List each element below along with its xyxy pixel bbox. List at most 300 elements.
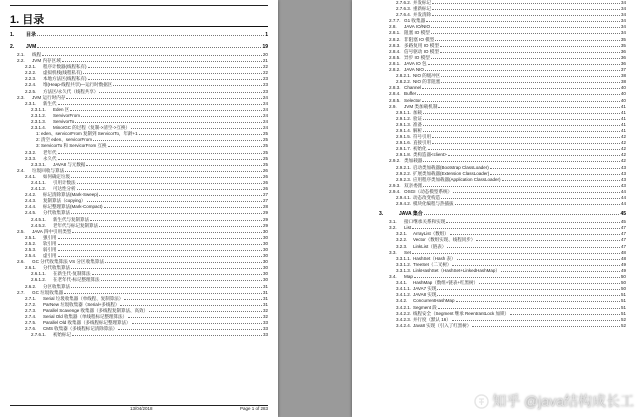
- toc-entry-page: 23: [262, 76, 268, 82]
- toc-entry-page: 34: [620, 24, 626, 30]
- toc-leader-dots: [502, 177, 620, 181]
- toc-entry-title: LinkHashSet（HashSet+LinkedHashMap）: [413, 267, 500, 273]
- toc-entry-page: 20: [262, 52, 268, 57]
- toc-entry-number: 2.3.: [17, 94, 25, 100]
- toc-entry-title: 异步 IO 模型: [404, 54, 430, 60]
- toc-entry-title: Segment 段: [413, 304, 437, 310]
- toc-entry-page: 40: [620, 97, 626, 103]
- toc-entry-page: 25: [262, 161, 268, 167]
- toc-entry-page: 51: [620, 304, 626, 310]
- toc-entry-page: 35: [620, 42, 626, 48]
- toc-leader-dots: [423, 110, 620, 114]
- toc-leader-dots: [447, 244, 620, 248]
- toc-entry-number: 2.4.1.: [25, 173, 37, 179]
- toc-leader-dots: [479, 280, 620, 284]
- toc-entry-number: 2.8.4.: [389, 48, 401, 54]
- toc-entry-page: 37: [620, 67, 626, 73]
- toc-leader-dots: [128, 314, 262, 318]
- toc-entry-title: 重新标记: [413, 6, 431, 12]
- toc-entry-title: 符号引用: [413, 134, 431, 140]
- toc-entry-number: 2.7.3.: [25, 307, 37, 313]
- toc-entry-number: 3.3.: [389, 249, 397, 255]
- toc-entry-title: 阻塞 IO 模型: [404, 30, 430, 36]
- toc-entry-page: 29: [262, 210, 268, 216]
- toc-entry-number: 2.8.3.: [389, 42, 401, 48]
- toc-leader-dots: [71, 284, 262, 288]
- toc-entry-number: 2.7.6.: [25, 326, 37, 332]
- toc-leader-dots: [432, 0, 620, 4]
- toc-entry-page: 44: [620, 195, 626, 200]
- toc-entry-title: Map: [404, 274, 413, 280]
- toc-entry-title: LinkList（链表）: [413, 243, 447, 249]
- toc-entry-title: 如何确定垃圾: [43, 173, 70, 179]
- toc-entry-number: 2.3.1.4.: [31, 125, 47, 131]
- toc-entry-page: 30: [262, 271, 268, 277]
- toc-entry-title: 堆(Heap-线程共享)—运行时数据区: [43, 82, 113, 88]
- toc-leader-dots: [132, 320, 262, 324]
- toc-entry-page: 21: [262, 58, 268, 64]
- toc-entry-title: 类加载器: [404, 158, 423, 164]
- toc-entry-title: Java8 实现（引入了红黑树）: [413, 322, 472, 328]
- toc-entry-number: 2.9.1.2.: [396, 115, 412, 121]
- toc-entry-title: 接口继承关系和实现: [404, 219, 446, 225]
- toc-entry-title: ServivorTo: [53, 119, 75, 125]
- toc-entry-number: 2.9.1.8.: [396, 152, 412, 158]
- toc-entry-number: 2.8.3.: [389, 85, 401, 91]
- toc-entry[interactable]: [352, 210, 640, 219]
- toc-entry-number: 2.4.5.2.: [31, 222, 47, 228]
- toc-entry-page: 50: [620, 286, 626, 292]
- toc-leader-dots: [149, 308, 262, 312]
- toc-entry-number: 2.8.: [389, 24, 397, 30]
- toc-entry-page: 36: [620, 48, 626, 54]
- toc-entry-number: 2.7.6.2.: [396, 0, 412, 5]
- toc-leader-dots: [104, 204, 262, 208]
- toc-entry-title: Set: [404, 249, 411, 255]
- toc-leader-dots: [441, 195, 620, 199]
- toc-leader-dots: [455, 201, 620, 205]
- toc-entry-page: 25: [262, 155, 268, 161]
- toc-entry-page: 33: [262, 326, 268, 332]
- toc-entry-title: JAVA IO 包: [404, 60, 427, 66]
- toc-entry-title: CMS 收集器（多线程标记清除算法）: [43, 326, 118, 332]
- toc-title: 1. 目录: [10, 14, 45, 26]
- toc-leader-dots: [440, 43, 620, 47]
- toc-entry-page: 30: [262, 259, 268, 265]
- toc-entry-page: 45: [620, 211, 626, 218]
- toc-entry-number: 2.9.4.2.: [396, 201, 412, 207]
- toc-entry-number: 2.7.6.1.: [31, 332, 47, 338]
- toc-entry-title: 永久代: [43, 155, 57, 161]
- toc-entry-title: 非阻塞 IO 模型: [404, 36, 435, 42]
- toc-entry-number: 3.3.1.2.: [396, 261, 412, 267]
- toc-entry-title: Vector（数组实现、线程同步）: [413, 237, 476, 243]
- toc-entry-number: 2.4.1.1.: [31, 179, 47, 185]
- toc-entry-title: 解析: [413, 127, 422, 133]
- toc-entry-page: 47: [620, 237, 626, 243]
- toc-entry-page: 42: [620, 152, 626, 158]
- toc-leader-dots: [501, 268, 620, 272]
- toc-entry-page: 24: [262, 100, 268, 106]
- toc-entry[interactable]: [0, 43, 278, 52]
- toc-entry-title: 初始化: [413, 146, 427, 152]
- toc-leader-dots: [490, 165, 620, 169]
- toc-entry-page: 41: [620, 121, 626, 127]
- toc-leader-dots: [426, 18, 620, 22]
- toc-entry-title: 标记整理算法(Mark-Compact): [43, 204, 103, 210]
- toc-entry-page: 43: [620, 182, 626, 188]
- zhihu-logo-icon: [474, 394, 489, 409]
- toc-entry-title: JVM 类加载机制: [404, 103, 438, 109]
- toc-entry-title: 扩展类加载器(Extension ClassLoader): [413, 170, 490, 176]
- toc-leader-dots: [72, 229, 261, 233]
- toc-entry-page: 42: [620, 140, 626, 146]
- toc-leader-dots: [428, 146, 620, 150]
- toc-list-right: [352, 0, 640, 329]
- toc-entry-title: 垃圾回收与算法: [32, 167, 65, 173]
- toc-entry-page: 34: [620, 12, 626, 18]
- document-page-left: [0, 0, 278, 417]
- toc-leader-dots: [58, 241, 262, 245]
- toc-leader-dots: [58, 247, 262, 251]
- toc-entry-number: 2.5.1.: [25, 234, 37, 240]
- toc-entry-page: 26: [262, 173, 268, 179]
- toc-leader-dots: [88, 64, 262, 68]
- toc-entry-title: 虚拟机栈(线程私有): [43, 70, 82, 76]
- toc-leader-dots: [437, 292, 620, 296]
- toc-entry-page: 40: [620, 85, 626, 91]
- toc-entry[interactable]: [0, 332, 278, 338]
- toc-leader-dots: [452, 262, 620, 266]
- toc-entry-title: eden、servicorFrom 复制到 ServicorTo，年龄+1: [41, 131, 138, 137]
- toc-entry-title: 可达性分析: [53, 186, 76, 192]
- toc-entry-page: 29: [262, 216, 268, 222]
- toc-entry-title: MinorGC 的过程（复制->清空->互换）: [53, 125, 131, 131]
- toc-entry-page: 44: [620, 188, 626, 194]
- toc-entry-number: 2.3.1.2.: [31, 112, 47, 118]
- toc-leader-dots: [108, 143, 262, 147]
- toc-entry-number: 2.9.1.1.: [396, 109, 412, 115]
- toc-entry-number: 2.3.1.: [25, 100, 37, 106]
- toc-entry-title: JAVA NIO: [404, 67, 424, 73]
- toc-leader-dots: [425, 67, 620, 71]
- toc-entry-page: 22: [262, 70, 268, 76]
- toc-entry-page: 31: [262, 289, 268, 295]
- toc-leader-dots: [72, 332, 262, 336]
- toc-entry-title: 线程: [32, 52, 42, 57]
- toc-leader-dots: [423, 128, 620, 132]
- toc-entry-number: 2.9.1.6.: [396, 140, 412, 146]
- toc-entry-number: 2.3.3.: [25, 155, 37, 161]
- toc-entry-title: ConcurrentHashMap: [413, 298, 455, 304]
- toc-entry-page: 41: [620, 103, 626, 109]
- toc-entry-page: 24: [262, 112, 268, 118]
- toc-leader-dots: [450, 231, 620, 235]
- toc-leader-dots: [83, 70, 262, 74]
- toc-leader-dots: [432, 140, 620, 144]
- toc-entry-page: 36: [620, 60, 626, 66]
- toc-entry-number: 3.4.2.3.: [396, 316, 412, 322]
- toc-entry-page: 43: [620, 170, 626, 176]
- toc-entry-page: 23: [262, 88, 268, 94]
- toc-leader-dots: [424, 211, 620, 215]
- toc-leader-dots: [99, 192, 262, 196]
- toc-entry-number: 3.4.1.1.: [396, 286, 412, 292]
- toc-entry-number: 2.9.: [389, 103, 397, 109]
- toc-leader-dots: [101, 277, 262, 281]
- toc-entry-page: 41: [620, 127, 626, 133]
- toc-leader-dots: [472, 323, 620, 327]
- toc-entry-page: 26: [262, 179, 268, 185]
- toc-entry-page: 24: [262, 106, 268, 112]
- toc-entry-page: 42: [620, 134, 626, 140]
- toc-leader-dots: [457, 256, 620, 260]
- toc-entry-title: 复制算法（copying）: [43, 198, 86, 204]
- toc-entry-title: 信号驱动 IO 模型: [404, 48, 439, 54]
- toc-entry-number: 2.2.4.: [25, 82, 37, 88]
- toc-entry-number: 3.4.2.: [396, 298, 408, 304]
- toc-entry-title: 新生代: [43, 100, 57, 106]
- toc-leader-dots: [42, 52, 262, 56]
- toc-leader-dots: [453, 189, 620, 193]
- toc-entry-number: 2.7.2.: [25, 301, 37, 307]
- toc-entry-page: 30: [262, 234, 268, 240]
- toc-leader-dots: [124, 296, 262, 300]
- toc-entry-page: 25: [262, 143, 268, 149]
- toc-entry-page: 25: [262, 131, 268, 137]
- toc-entry-title: 初始标记: [53, 332, 71, 338]
- toc-leader-dots: [70, 107, 262, 111]
- toc-entry-page: 52: [620, 322, 626, 328]
- title-rule: [10, 26, 268, 27]
- toc-entry-number: 2.8.1.: [389, 60, 401, 66]
- toc-entry-title: 分代收集算法: [43, 265, 70, 271]
- toc-entry-number: 2.9.4.: [389, 188, 401, 194]
- toc-entry-number: 2.5.: [17, 228, 25, 234]
- toc-entry-number: 2.2.2.: [25, 70, 37, 76]
- toc-leader-dots: [58, 253, 262, 257]
- toc-leader-dots: [58, 101, 262, 105]
- toc-entry-number: 2.9.2.2.: [396, 170, 412, 176]
- toc-entry-title: GC 分代收集算法 VS 分区收集算法: [32, 259, 104, 265]
- toc-entry-number: 2.4.1.2.: [31, 186, 47, 192]
- toc-entry-title: 验证: [413, 115, 422, 121]
- toc-leader-dots: [139, 131, 262, 135]
- toc-entry-page: 36: [620, 54, 626, 60]
- toc-leader-dots: [431, 24, 620, 28]
- toc-entry-page: 41: [620, 115, 626, 121]
- toc-entry-number: 2.9.2.: [389, 158, 401, 164]
- toc-entry-title: ServicorTo 和 ServicorFrom 互换: [41, 143, 107, 149]
- toc-entry-title: 分代收集算法: [43, 210, 70, 216]
- toc-leader-dots: [446, 219, 620, 223]
- toc-leader-dots: [37, 44, 261, 48]
- toc-entry-page: 1: [265, 32, 268, 38]
- toc-leader-dots: [422, 85, 620, 89]
- toc-leader-dots: [412, 250, 620, 254]
- toc-leader-dots: [438, 104, 619, 108]
- toc-entry-number: 2.8.4.: [389, 91, 401, 97]
- toc-leader-dots: [64, 290, 262, 294]
- toc-entry-number: 3:: [36, 143, 40, 149]
- toc-leader-dots: [37, 32, 264, 36]
- toc-leader-dots: [417, 91, 620, 95]
- toc-entry-number: 2.6.2.: [25, 283, 37, 289]
- toc-leader-dots: [432, 12, 620, 16]
- toc-entry-number: 3.1.: [389, 219, 397, 225]
- toc-entry-number: 2.: [10, 44, 15, 50]
- toc-entry-number: 1.: [10, 32, 15, 38]
- toc-entry-number: 2.5.3.: [25, 247, 37, 252]
- toc-entry-number: 2.6.1.: [25, 265, 37, 271]
- toc-entry-title: HashMap（数组+链表+红黑树）: [413, 280, 479, 286]
- footer-date: 13/04/2018: [130, 406, 153, 411]
- toc-entry-title: 多路复用 IO 模型: [404, 42, 439, 48]
- toc-entry-page: 52: [620, 316, 626, 322]
- toc-entry-title: 在老年代-标记整理算法: [53, 277, 100, 283]
- toc-leader-dots: [90, 217, 262, 221]
- toc-entry-number: 2:: [36, 137, 40, 143]
- toc-entry-page: 47: [620, 231, 626, 237]
- toc-entry-title: 软引用: [43, 240, 57, 246]
- document-page-right: [352, 0, 640, 417]
- toc-entry-number: 2.6.1.2.: [31, 277, 47, 283]
- toc-entry-page: 30: [262, 228, 268, 234]
- toc-entry-page: 33: [262, 332, 268, 338]
- toc-entry-page: 19: [262, 44, 268, 50]
- toc-entry-page: 51: [620, 310, 626, 316]
- toc-entry-title: 启动类加载器(Bootstrap ClassLoader): [413, 164, 489, 170]
- toc-entry-number: 3.2.2.: [396, 237, 408, 243]
- toc-entry-page: 30: [262, 247, 268, 252]
- toc-entry-number: 2.8.2.: [389, 36, 401, 42]
- toc-entry-title: 模块化编程与热插拔: [413, 201, 454, 207]
- toc-entry-number: 1:: [36, 131, 40, 137]
- toc-entry-page: 32: [262, 314, 268, 320]
- toc-entry-number: 2.9.1.7.: [396, 146, 412, 152]
- toc-entry-title: Serial Old 收集器（单线程标记整理算法）: [43, 314, 128, 320]
- toc-entry-number: 2.2.3.: [25, 76, 37, 82]
- toc-entry-number: 2.9.1.5.: [396, 134, 412, 140]
- toc-leader-dots: [113, 82, 262, 86]
- toc-entry-number: 2.4.5.1.: [31, 216, 47, 222]
- toc-entry-number: 2.3.2.: [25, 149, 37, 155]
- toc-entry-title: 线程安全（Segment 继承 ReentrantLock 加锁）: [413, 310, 510, 316]
- toc-leader-dots: [93, 137, 262, 141]
- toc-entry-title: 在新生代-复制算法: [53, 271, 91, 277]
- toc-leader-dots: [92, 271, 262, 275]
- toc-leader-dots: [414, 274, 620, 278]
- toc-entry-number: 3.: [379, 211, 384, 218]
- toc-entry-page: 22: [262, 64, 268, 70]
- toc-entry-number: 2.4.4.: [25, 204, 37, 210]
- toc-entry-number: 2.7.6.4.: [396, 12, 412, 18]
- toc-entry-page: 24: [262, 125, 268, 131]
- toc-entry-page: 47: [620, 225, 626, 231]
- toc-entry-title: 强引用: [43, 234, 57, 240]
- toc-entry-title: ServivorFrom: [53, 112, 81, 118]
- toc-entry-title: Serial 垃圾收集器（单线程、复制算法）: [43, 295, 124, 301]
- toc-entry-title: JVM: [26, 44, 37, 50]
- toc-entry-page: 47: [620, 243, 626, 249]
- toc-leader-dots: [71, 265, 262, 269]
- toc-entry-page: 38: [620, 73, 626, 79]
- toc-entry-page: 34: [620, 6, 626, 12]
- toc-entry-number: 2.9.2.3.: [396, 176, 412, 182]
- toc-entry-page: 30: [262, 240, 268, 246]
- toc-entry-number: 2.5.4.: [25, 253, 37, 259]
- toc-entry-title: Buffer: [404, 91, 417, 97]
- toc-leader-dots: [432, 6, 620, 10]
- toc-entry-number: 2.9.2.1.: [396, 164, 412, 170]
- toc-entry-number: 3.3.1.1.: [396, 255, 412, 261]
- toc-entry-page: 25: [262, 149, 268, 155]
- toc-leader-dots: [118, 326, 262, 330]
- toc-entry-number: 2.7.4.: [25, 314, 37, 320]
- footer-page-number: Page 1 of 283: [239, 406, 268, 411]
- toc-leader-dots: [423, 122, 620, 126]
- toc-leader-dots: [435, 37, 620, 41]
- toc-entry-title: 程序计数器(线程私有): [43, 64, 87, 70]
- toc-entry-number: 3.4.2.4.: [396, 322, 412, 328]
- toc-entry-title: 并发标记: [413, 0, 431, 5]
- toc-leader-dots: [66, 95, 261, 99]
- toc-entry-number: 3.2.3.: [396, 243, 408, 249]
- toc-entry-number: 2.3.1.1.: [31, 106, 47, 112]
- toc-entry-page: 32: [262, 307, 268, 313]
- toc-entry-title: ArrayList（数组）: [413, 231, 449, 237]
- toc-entry[interactable]: [352, 323, 640, 329]
- toc-leader-dots: [77, 186, 262, 190]
- toc-entry[interactable]: [352, 201, 640, 207]
- toc-entry-number: 2.8.5.: [389, 54, 401, 60]
- toc-entry-number: 2.4.2.: [25, 192, 37, 198]
- toc-entry-title: JVM 运行时内存: [32, 94, 66, 100]
- toc-leader-dots: [99, 223, 262, 227]
- toc-entry-title: 老年代: [43, 149, 57, 155]
- toc-entry-title: 双亲委派: [404, 182, 423, 188]
- toc-entry-number: 2.6.1.1.: [31, 271, 47, 277]
- toc-leader-dots: [58, 235, 262, 239]
- toc-entry-page: 31: [262, 283, 268, 289]
- toc-entry-page: 42: [620, 158, 626, 164]
- toc-entry-title: 标记清除算法(Mark-Sweep): [43, 192, 99, 198]
- toc-entry-number: 2.3.1.3.: [31, 119, 47, 125]
- toc-entry-page: 34: [620, 0, 626, 5]
- toc-entry-page: 34: [620, 18, 626, 24]
- toc-leader-dots: [81, 113, 262, 117]
- toc-entry-title: 目录: [26, 32, 37, 38]
- toc-entry-number: 3.2.1.: [396, 231, 408, 237]
- toc-entry-title: Parallel Old 收集器（多线程标记整理算法）: [43, 320, 131, 326]
- toc-entry-page: 30: [262, 253, 268, 259]
- toc-entry-page: 34: [620, 30, 626, 36]
- toc-entry[interactable]: [0, 31, 278, 40]
- toc-entry-number: 3.4.1.2.: [396, 292, 412, 298]
- toc-entry-title: 清空 eden、servicorFrom: [41, 137, 93, 143]
- toc-entry-title: JAVA7 实现: [413, 286, 437, 292]
- toc-leader-dots: [423, 183, 619, 187]
- header-rule: [10, 5, 268, 6]
- toc-leader-dots: [105, 259, 262, 263]
- toc-entry-title: JAVA8 与元数据: [53, 161, 86, 167]
- toc-entry-title: List: [404, 225, 412, 231]
- toc-leader-dots: [422, 98, 620, 102]
- toc-entry-page: 24: [262, 119, 268, 125]
- toc-entry-number: 3.4.1.: [396, 280, 408, 286]
- toc-entry-page: 43: [620, 164, 626, 170]
- toc-leader-dots: [437, 286, 620, 290]
